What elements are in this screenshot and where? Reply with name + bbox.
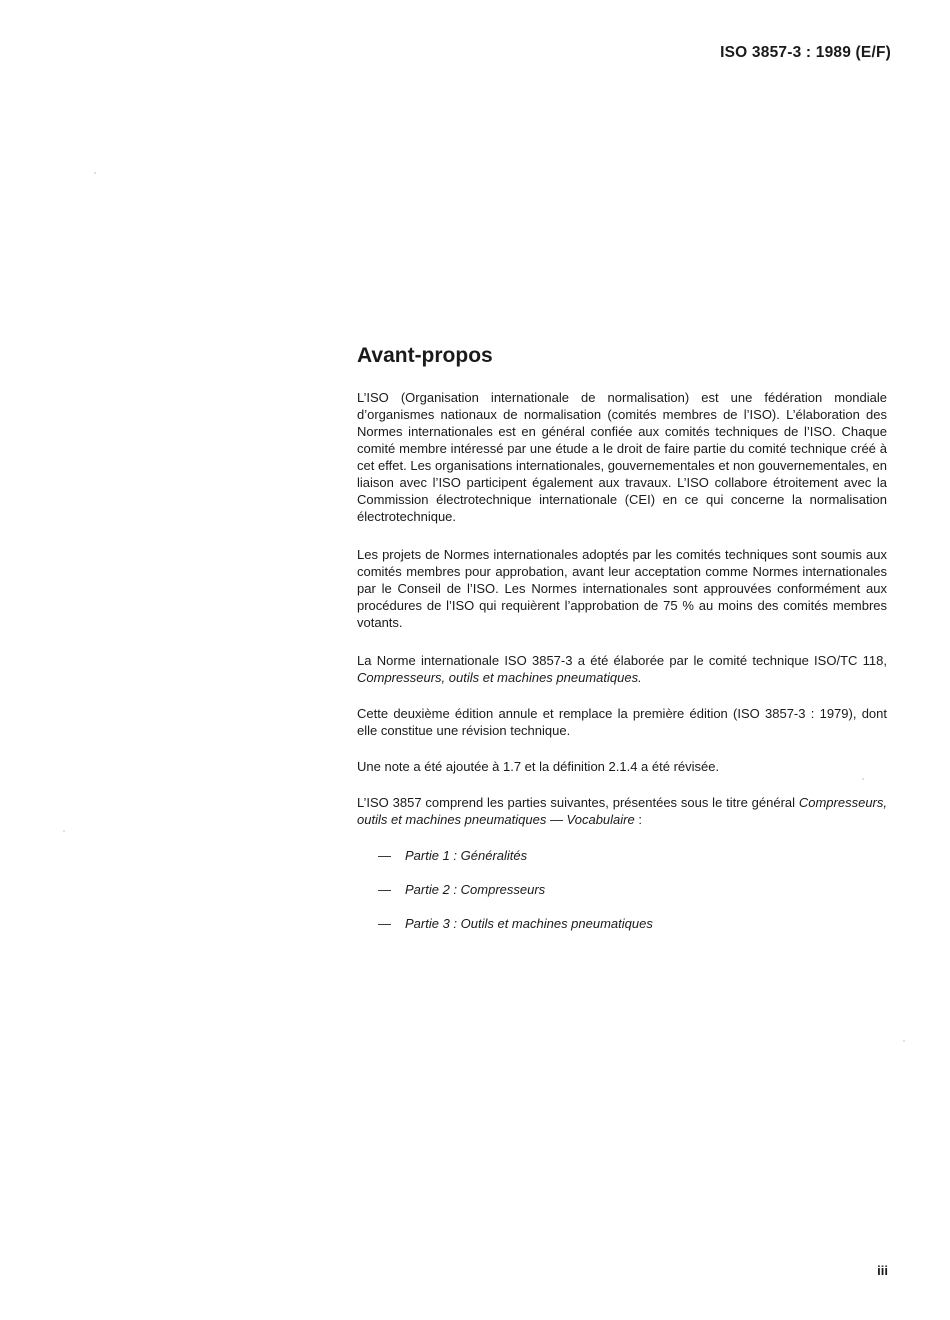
paragraph-edition: Cette deuxième édition annule et remplace la première édition (ISO 3857-3 : 1979), dont elle constitue une révision technique. bbox=[357, 706, 887, 738]
general-title: Compresseurs, outils et machines pneumatiques — Vocabulaire bbox=[357, 795, 887, 827]
committee-title: Compresseurs, outils et machines pneumatiques. bbox=[357, 670, 642, 685]
foreword-section bbox=[357, 343, 887, 949]
parts-list bbox=[357, 847, 887, 932]
part-label: Partie 3 : Outils et machines pneumatiques bbox=[405, 916, 653, 931]
paragraph-technical-committee bbox=[357, 652, 887, 686]
part-label: Partie 2 : Compresseurs bbox=[405, 882, 546, 897]
scan-speck bbox=[63, 830, 65, 832]
list-item bbox=[378, 881, 887, 898]
scan-speck bbox=[94, 172, 96, 174]
paragraph-revision-note: Une note a été ajoutée à 1.7 et la définition 2.1.4 a été révisée. bbox=[357, 759, 720, 774]
paragraph-iso-organisation: L’ISO (Organisation internationale de normalisation) est une fédération mondiale d’organismes nationaux de normalisation (comités membres de l’ISO). L’élaboration des Normes internationales est en général confiée aux comités techniques de l’ISO. Chaque comité membre intéressé par une étude a le droit de faire partie du comité technique créé à cet effet. Les organisations internationales, gouvernementales et non gouvernementales, en liaison avec l’ISO participent également aux travaux. L’ISO collabore étroitement avec la Commission électrotechnique internationale (CEI) en ce qui concerne la normalisation électrotechnique. bbox=[357, 390, 887, 524]
scan-speck bbox=[862, 778, 864, 780]
list-item bbox=[378, 847, 887, 864]
page-number: iii bbox=[877, 1263, 888, 1278]
list-dash: — bbox=[378, 882, 391, 897]
part-label: Partie 1 : Généralités bbox=[405, 848, 528, 863]
committee-text: La Norme internationale ISO 3857-3 a été élaborée par le comité technique ISO/TC 118, bbox=[357, 653, 887, 668]
scan-speck bbox=[903, 1040, 905, 1042]
list-item bbox=[378, 915, 887, 932]
foreword-title: Avant-propos bbox=[357, 344, 493, 367]
document-identifier: ISO 3857-3 : 1989 (E/F) bbox=[720, 44, 891, 61]
paragraph-draft-standards: Les projets de Normes internationales adoptés par les comités techniques sont soumis aux comités membres pour approbation, avant leur acceptation comme Normes internationales par le Conseil de l’ISO. Les Normes internationales sont approuvées conformément aux procédures de l’ISO qui requièrent l’approbation de 75 % au moins des comités membres votants. bbox=[357, 547, 887, 630]
parts-intro-end: : bbox=[634, 812, 642, 827]
list-dash: — bbox=[378, 848, 391, 863]
list-dash: — bbox=[378, 916, 391, 931]
paragraph-parts-intro bbox=[357, 794, 887, 828]
parts-intro-text: L’ISO 3857 comprend les parties suivantes, présentées sous le titre général bbox=[357, 795, 799, 810]
